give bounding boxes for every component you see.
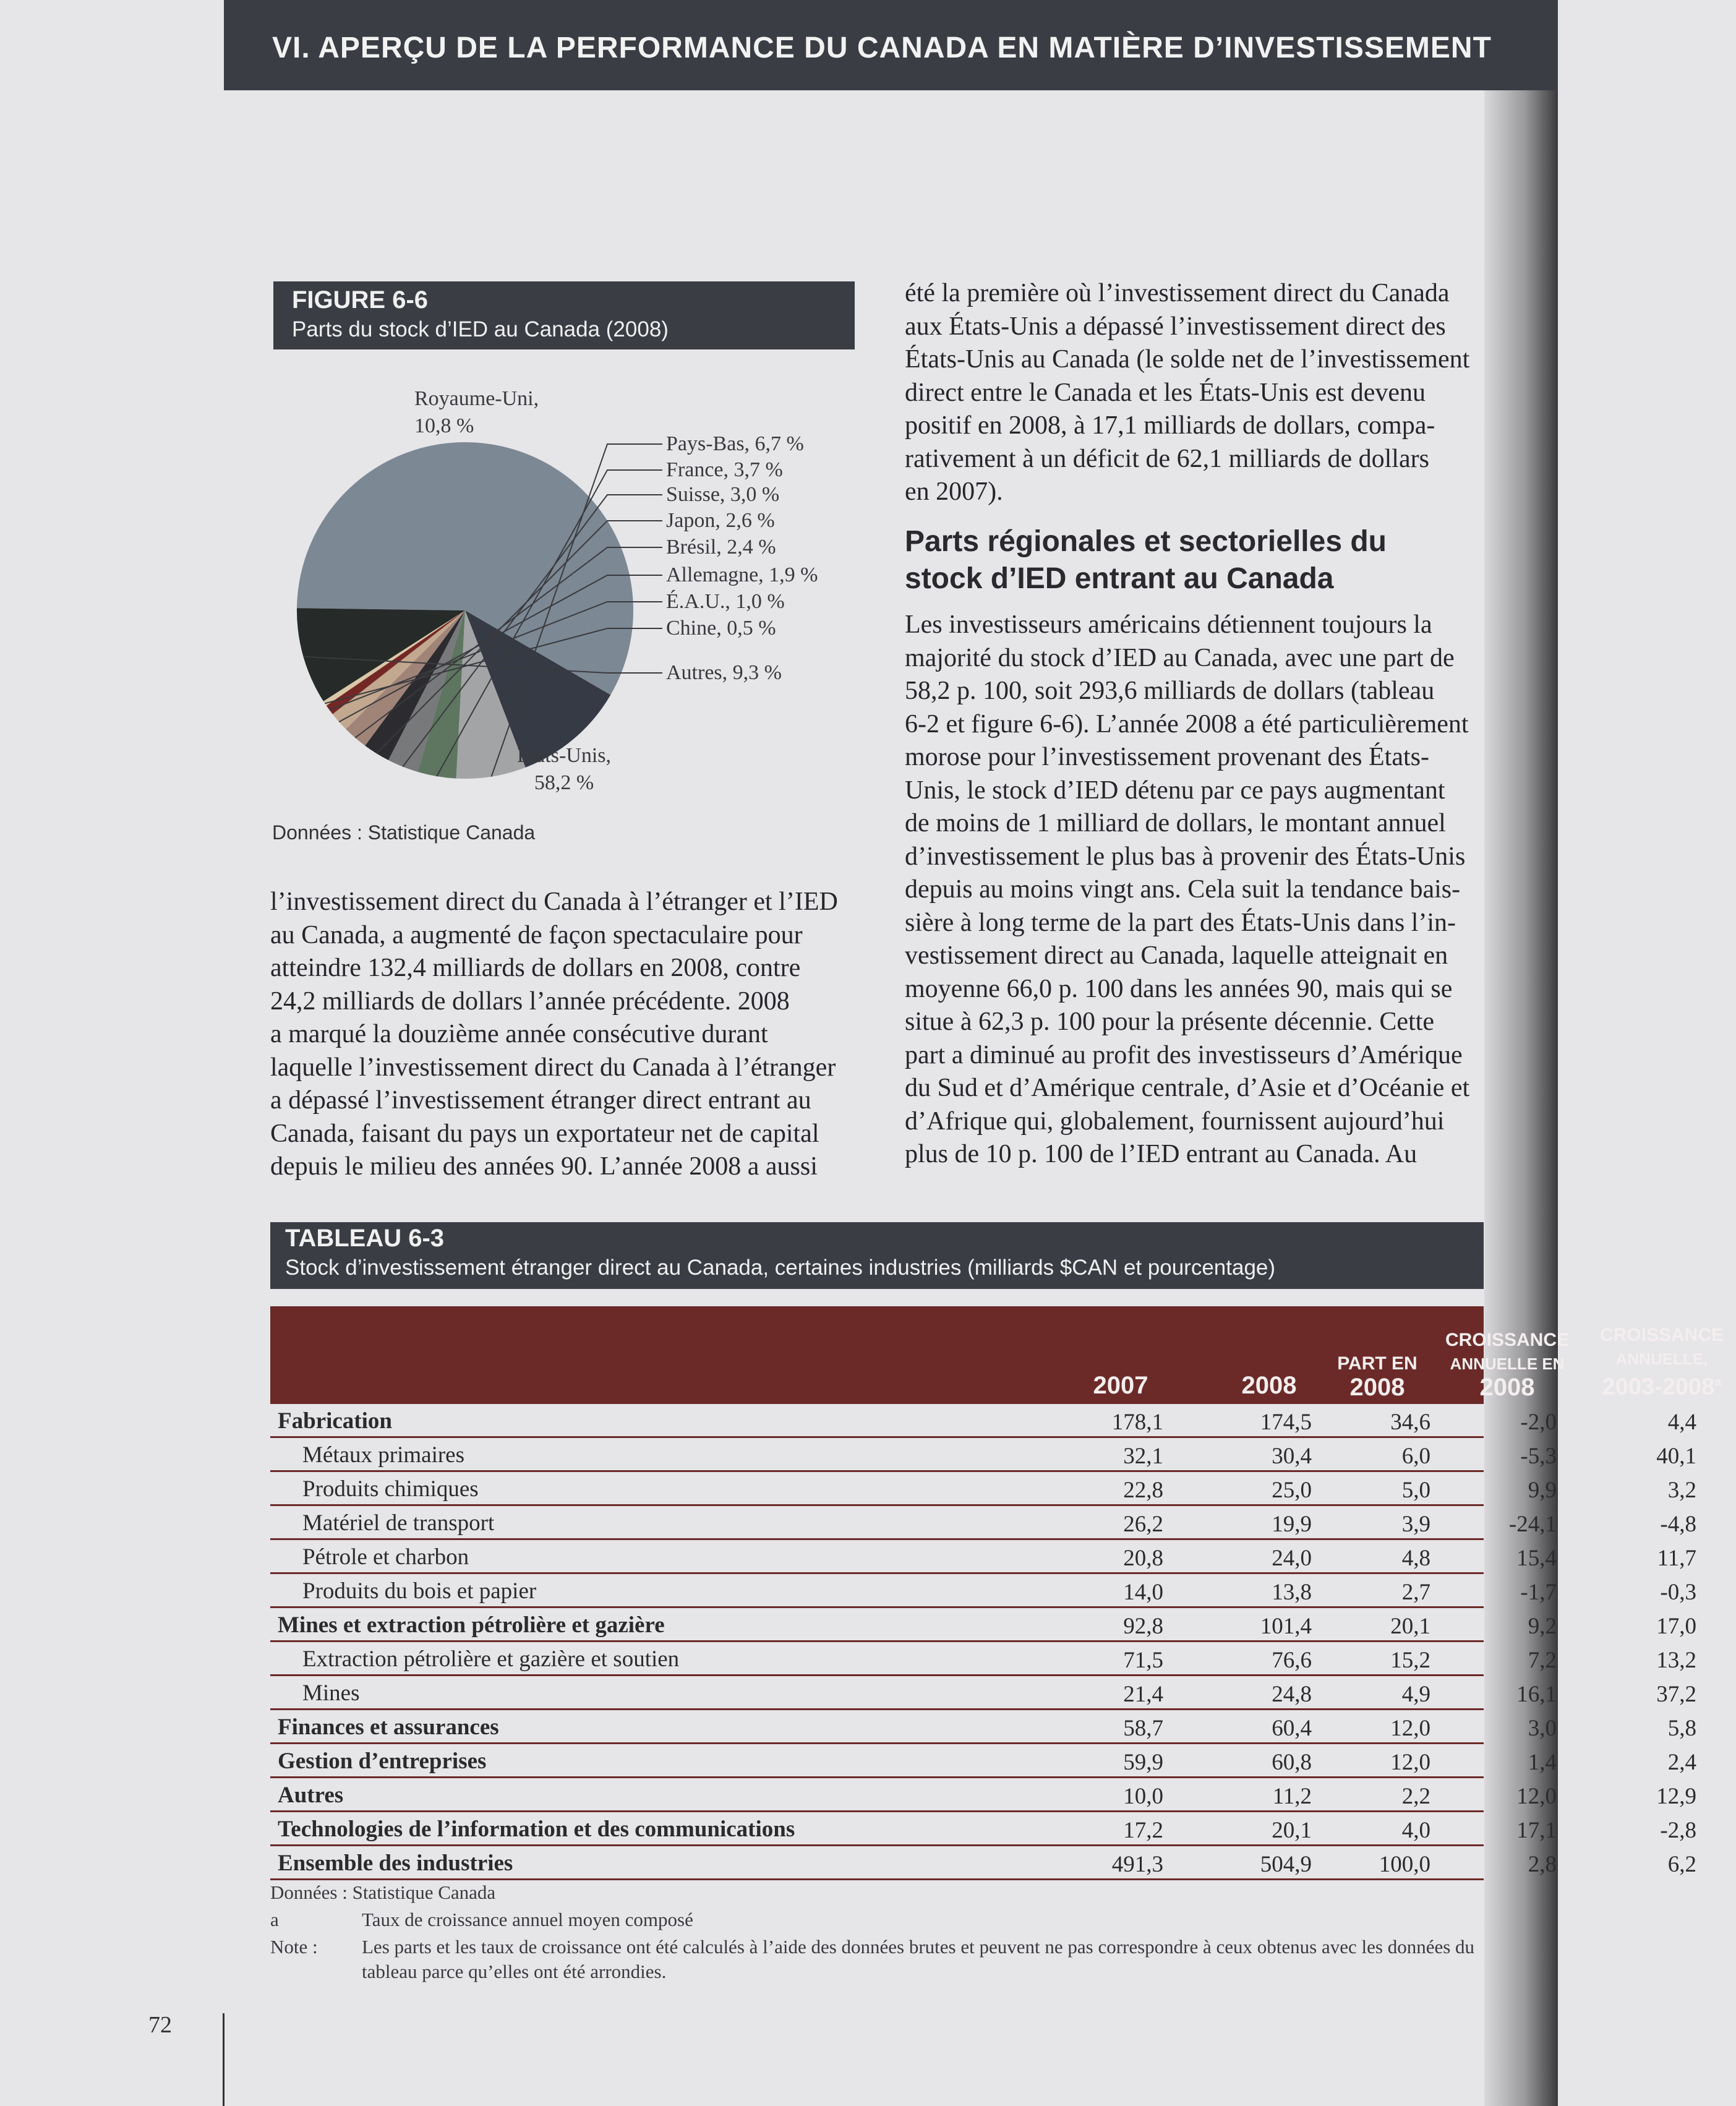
table-cell: 60,8 — [1272, 1750, 1312, 1775]
table-cell: 5,8 — [1667, 1716, 1696, 1741]
body-text-line: plus de 10 p. 100 de l’IED entrant au Canada. Au — [905, 1140, 1417, 1168]
table-cell: 101,4 — [1260, 1614, 1312, 1639]
table-cell: 24,0 — [1272, 1546, 1312, 1571]
table-cell: 2,4 — [1667, 1750, 1696, 1775]
col-header-text: CROISSANCE — [1445, 1330, 1570, 1350]
body-text-line: d’investissement le plus bas à provenir des États-Unis — [905, 842, 1466, 871]
table-cell: 60,4 — [1272, 1716, 1312, 1741]
page-number: 72 — [148, 2012, 172, 2038]
table-cell: 504,9 — [1260, 1852, 1312, 1877]
table-row — [270, 1744, 1696, 1778]
pie-slice-label: Suisse, 3,0 % — [666, 483, 780, 506]
body-text-line: rativement à un déficit de 62,1 milliards de dollars — [905, 444, 1429, 473]
pie-chart — [273, 371, 855, 816]
table-cell: 32,1 — [1123, 1444, 1163, 1469]
body-text-line: Les investisseurs américains détiennent toujours la — [905, 610, 1432, 639]
col-header-growth-2008 — [1433, 1329, 1581, 1399]
col-header-share — [1322, 1352, 1433, 1399]
table-cell: -4,8 — [1660, 1512, 1696, 1537]
table-cell: 34,6 — [1390, 1410, 1430, 1435]
table-row — [270, 1472, 1696, 1506]
table-source: Données : Statistique Canada — [270, 1881, 496, 1903]
table-cell: 5,0 — [1401, 1478, 1430, 1503]
table-label: TABLEAU 6-3 — [285, 1225, 445, 1252]
body-text-line: Canada, faisant du pays un exportateur net de capital — [270, 1119, 819, 1148]
table-cell: 12,9 — [1656, 1784, 1696, 1809]
chapter-header-bar — [224, 0, 1558, 90]
body-text-line: États-Unis au Canada (le solde net de l’investissement — [905, 345, 1470, 374]
pie-slice-label: 10,8 % — [414, 414, 474, 437]
body-text-right-bottom — [905, 609, 1499, 1171]
pie-slice-label: Japon, 2,6 % — [666, 509, 775, 532]
row-label: Autres — [278, 1783, 344, 1808]
row-label: Mines et extraction pétrolière et gazière — [278, 1612, 665, 1638]
table-body — [270, 1404, 1696, 1880]
table-cell: 22,8 — [1123, 1478, 1163, 1503]
body-text-line: été la première où l’investissement direct du Canada — [905, 279, 1450, 307]
section-heading — [905, 523, 1499, 597]
pie-slice-label: Autres, 9,3 % — [666, 661, 782, 684]
col-header-text: 2003-2008 — [1602, 1374, 1715, 1400]
table-row — [270, 1608, 1696, 1642]
table-notes — [270, 1880, 1484, 1982]
pie-slice-label: Brésil, 2,4 % — [666, 536, 776, 559]
table-cell: 4,0 — [1401, 1818, 1430, 1843]
table-cell: 2,7 — [1401, 1580, 1430, 1605]
table-cell: 2,8 — [1528, 1852, 1557, 1877]
table-cell: 12,0 — [1390, 1750, 1430, 1775]
table-cell: 4,9 — [1401, 1682, 1430, 1707]
table-cell: 15,4 — [1516, 1546, 1557, 1571]
body-text-line: morose pour l’investissement provenant des États- — [905, 743, 1429, 771]
table-cell: 178,1 — [1111, 1410, 1163, 1435]
table-cell: 13,8 — [1272, 1580, 1312, 1605]
row-label: Extraction pétrolière et gazière et soutien — [302, 1646, 680, 1672]
table-row — [270, 1438, 1696, 1472]
body-text-line: situe à 62,3 p. 100 pour la présente décennie. Cette — [905, 1008, 1435, 1036]
pie-slice-label: 58,2 % — [534, 771, 594, 794]
table-cell: 3,9 — [1401, 1512, 1430, 1537]
note-key: Note : — [270, 1936, 318, 1958]
footnote-marker: a — [1714, 1376, 1722, 1390]
body-text-line: depuis au moins vingt ans. Cela suit la tendance bais- — [905, 875, 1461, 904]
row-label: Technologies de l’information et des communications — [278, 1817, 795, 1842]
row-label: Matériel de transport — [302, 1510, 495, 1536]
table-cell: 11,7 — [1657, 1546, 1696, 1571]
table-cell: 4,8 — [1401, 1546, 1430, 1571]
body-text-line: direct entre le Canada et les États-Unis est devenu — [905, 378, 1426, 407]
figure-caption-box — [273, 281, 855, 349]
table-cell: 1,4 — [1528, 1750, 1557, 1775]
section-heading-line: Parts régionales et sectorielles du — [905, 525, 1387, 558]
pie-slice-label: Chine, 0,5 % — [666, 617, 776, 640]
table-cell: 2,2 — [1401, 1784, 1430, 1809]
row-label: Pétrole et charbon — [302, 1544, 469, 1570]
col-header-text: ANNUELLE, — [1615, 1350, 1708, 1369]
col-header-text: CROISSANCE — [1599, 1325, 1724, 1346]
table-cell: 4,4 — [1667, 1410, 1696, 1435]
table-cell: 76,6 — [1272, 1648, 1312, 1673]
table-cell: 20,1 — [1390, 1614, 1430, 1639]
body-text-line: Unis, le stock d’IED détenu par ce pays augmentant — [905, 776, 1445, 805]
table-caption-box — [270, 1222, 1484, 1289]
table-cell: 174,5 — [1260, 1410, 1312, 1435]
table-cell: 20,8 — [1123, 1546, 1163, 1571]
figure-title: Parts du stock d’IED au Canada (2008) — [292, 317, 669, 341]
body-text-line: 58,2 p. 100, soit 293,6 milliards de dollars (tableau — [905, 677, 1435, 705]
body-text-line: aux États-Unis a dépassé l’investissement direct des — [905, 312, 1446, 341]
body-text-line: 24,2 milliards de dollars l’année précédente. 2008 — [270, 987, 790, 1016]
body-text-line: laquelle l’investissement direct du Canada à l’étranger — [270, 1053, 836, 1082]
footnote-text: Taux de croissance annuel moyen composé — [362, 1909, 693, 1930]
table-row — [270, 1778, 1696, 1812]
figure-source: Données : Statistique Canada — [272, 821, 536, 844]
pie-slice-label: É.A.U., 1,0 % — [666, 590, 785, 613]
pie-slice-label: Royaume-Uni, — [414, 387, 539, 410]
body-text-line: du Sud et d’Amérique centrale, d’Asie et d’Océanie et — [905, 1074, 1470, 1102]
body-text-line: a marqué la douzième année consécutive durant — [270, 1020, 768, 1048]
row-label: Gestion d’entreprises — [278, 1749, 487, 1774]
body-text-line: vestissement direct au Canada, laquelle atteignait en — [905, 941, 1448, 970]
body-text-line: a dépassé l’investissement étranger direct entrant au — [270, 1086, 811, 1115]
body-text-line: moyenne 66,0 p. 100 dans les années 90, mais qui se — [905, 974, 1453, 1003]
body-text-line: d’Afrique qui, globalement, fournissent aujourd’hui — [905, 1107, 1445, 1136]
body-text-line: majorité du stock d’IED au Canada, avec une part de — [905, 643, 1455, 672]
table-cell: -1,7 — [1520, 1580, 1557, 1605]
col-header-2008 — [1216, 1372, 1322, 1399]
table-row — [270, 1846, 1696, 1880]
body-text-line: depuis le milieu des années 90. L’année 2008 a aussi — [270, 1152, 818, 1181]
col-header-text: ANNUELLE EN — [1450, 1355, 1565, 1373]
col-header-2007 — [1068, 1372, 1173, 1399]
table-cell: 15,2 — [1390, 1648, 1430, 1673]
chapter-title: VI. APERÇU DE LA PERFORMANCE DU CANADA EN MATIÈRE D’INVESTISSEMENT — [272, 32, 1492, 64]
table-cell: 100,0 — [1379, 1852, 1430, 1877]
table-row — [270, 1642, 1696, 1676]
table-cell: -24,1 — [1508, 1512, 1557, 1537]
body-text-line: en 2007). — [905, 477, 1003, 506]
table-row — [270, 1506, 1696, 1540]
col-header-text: PART EN — [1337, 1353, 1417, 1374]
table-cell: 37,2 — [1656, 1682, 1696, 1707]
figure-label: FIGURE 6-6 — [292, 286, 429, 314]
table-cell: -2,0 — [1520, 1410, 1557, 1435]
table-cell: 9,2 — [1528, 1614, 1557, 1639]
table-cell: 17,1 — [1516, 1818, 1557, 1843]
table-cell: 19,9 — [1272, 1512, 1312, 1537]
table-cell: 25,0 — [1272, 1478, 1312, 1503]
table-cell: 16,1 — [1516, 1682, 1557, 1707]
table-cell: 24,8 — [1272, 1682, 1312, 1707]
body-text-line: 6-2 et figure 6-6). L’année 2008 a été particulièrement — [905, 709, 1469, 738]
table-cell: 92,8 — [1123, 1614, 1163, 1639]
table-row — [270, 1574, 1696, 1608]
pie-slice-label: Pays-Bas, 6,7 % — [666, 432, 804, 455]
table-cell: 14,0 — [1123, 1580, 1163, 1605]
pie-slice-label: Allemagne, 1,9 % — [666, 563, 818, 586]
table-cell: -5,3 — [1520, 1444, 1557, 1469]
body-text-line: sière à long terme de la part des États-Unis dans l’in- — [905, 908, 1456, 937]
table-row — [270, 1812, 1696, 1846]
table-cell: 17,2 — [1123, 1818, 1163, 1843]
row-label: Finances et assurances — [278, 1714, 499, 1740]
body-text-right-top — [905, 277, 1499, 509]
pie-slice-label: France, 3,7 % — [666, 458, 783, 481]
table-cell: 40,1 — [1656, 1444, 1696, 1469]
table-row — [270, 1676, 1696, 1710]
table-title: Stock d’investissement étranger direct au Canada, certaines industries (milliards $CAN et pourcentage) — [285, 1256, 1276, 1280]
col-header-text: 2008 — [1241, 1372, 1297, 1399]
table-row — [270, 1710, 1696, 1744]
row-label: Ensemble des industries — [278, 1851, 513, 1876]
note-text: Les parts et les taux de croissance ont été calculés à l’aide des données brutes et peuvent ne pas correspondre à ceux obtenus avec les données du tableau parce qu’elles ont été arrondies. — [362, 1936, 1475, 1982]
table-cell: 30,4 — [1272, 1444, 1312, 1469]
body-text-line: atteindre 132,4 milliards de dollars en 2008, contre — [270, 954, 801, 982]
table-cell: -0,3 — [1660, 1580, 1696, 1605]
col-header-text: 2007 — [1093, 1372, 1148, 1399]
table-cell: 17,0 — [1656, 1614, 1696, 1639]
row-label: Mines — [302, 1680, 360, 1706]
body-text-left — [270, 886, 852, 1184]
body-text-line: part a diminué au profit des investisseurs d’Amérique — [905, 1040, 1463, 1069]
table-cell: 9,9 — [1528, 1478, 1557, 1503]
table-cell: 26,2 — [1123, 1512, 1163, 1537]
table-cell: 58,7 — [1123, 1716, 1163, 1741]
table-cell: 12,0 — [1390, 1716, 1430, 1741]
body-text-line: au Canada, a augmenté de façon spectaculaire pour — [270, 920, 803, 949]
table-cell: 21,4 — [1123, 1682, 1163, 1707]
table-cell: 3,2 — [1667, 1478, 1696, 1503]
table-cell: 491,3 — [1111, 1852, 1163, 1877]
table-cell: 12,0 — [1516, 1784, 1557, 1809]
section-heading-line: stock d’IED entrant au Canada — [905, 562, 1334, 595]
table-cell: -2,8 — [1660, 1818, 1696, 1843]
table-cell: 6,0 — [1401, 1444, 1430, 1469]
col-header-text: 2008 — [1479, 1374, 1535, 1401]
table-row — [270, 1404, 1696, 1438]
table-cell: 6,2 — [1667, 1852, 1696, 1877]
col-header-growth-2003-2008 — [1588, 1324, 1736, 1399]
table-cell: 59,9 — [1123, 1750, 1163, 1775]
table-cell: 3,0 — [1528, 1716, 1557, 1741]
table-cell: 10,0 — [1123, 1784, 1163, 1809]
footnote-key: a — [270, 1909, 279, 1930]
table-row — [270, 1540, 1696, 1574]
table-cell: 20,1 — [1272, 1818, 1312, 1843]
body-text-line: positif en 2008, à 17,1 milliards de dollars, compa- — [905, 411, 1435, 440]
table-cell: 11,2 — [1272, 1784, 1312, 1809]
row-label: Produits chimiques — [302, 1476, 479, 1502]
page-divider — [223, 2013, 224, 2106]
table-cell: 7,2 — [1528, 1648, 1557, 1673]
body-text-line: de moins de 1 milliard de dollars, le montant annuel — [905, 809, 1446, 837]
pie-slice-label: États-Unis, — [516, 744, 612, 767]
row-label: Fabrication — [278, 1408, 392, 1434]
table-cell: 71,5 — [1123, 1648, 1163, 1673]
row-label: Produits du bois et papier — [302, 1578, 537, 1604]
col-header-text: 2008 — [1349, 1374, 1405, 1401]
body-text-line: l’investissement direct du Canada à l’étranger et l’IED — [270, 888, 838, 916]
table-header — [270, 1306, 1724, 1404]
row-label: Métaux primaires — [302, 1442, 464, 1468]
table-cell: 13,2 — [1656, 1648, 1696, 1673]
